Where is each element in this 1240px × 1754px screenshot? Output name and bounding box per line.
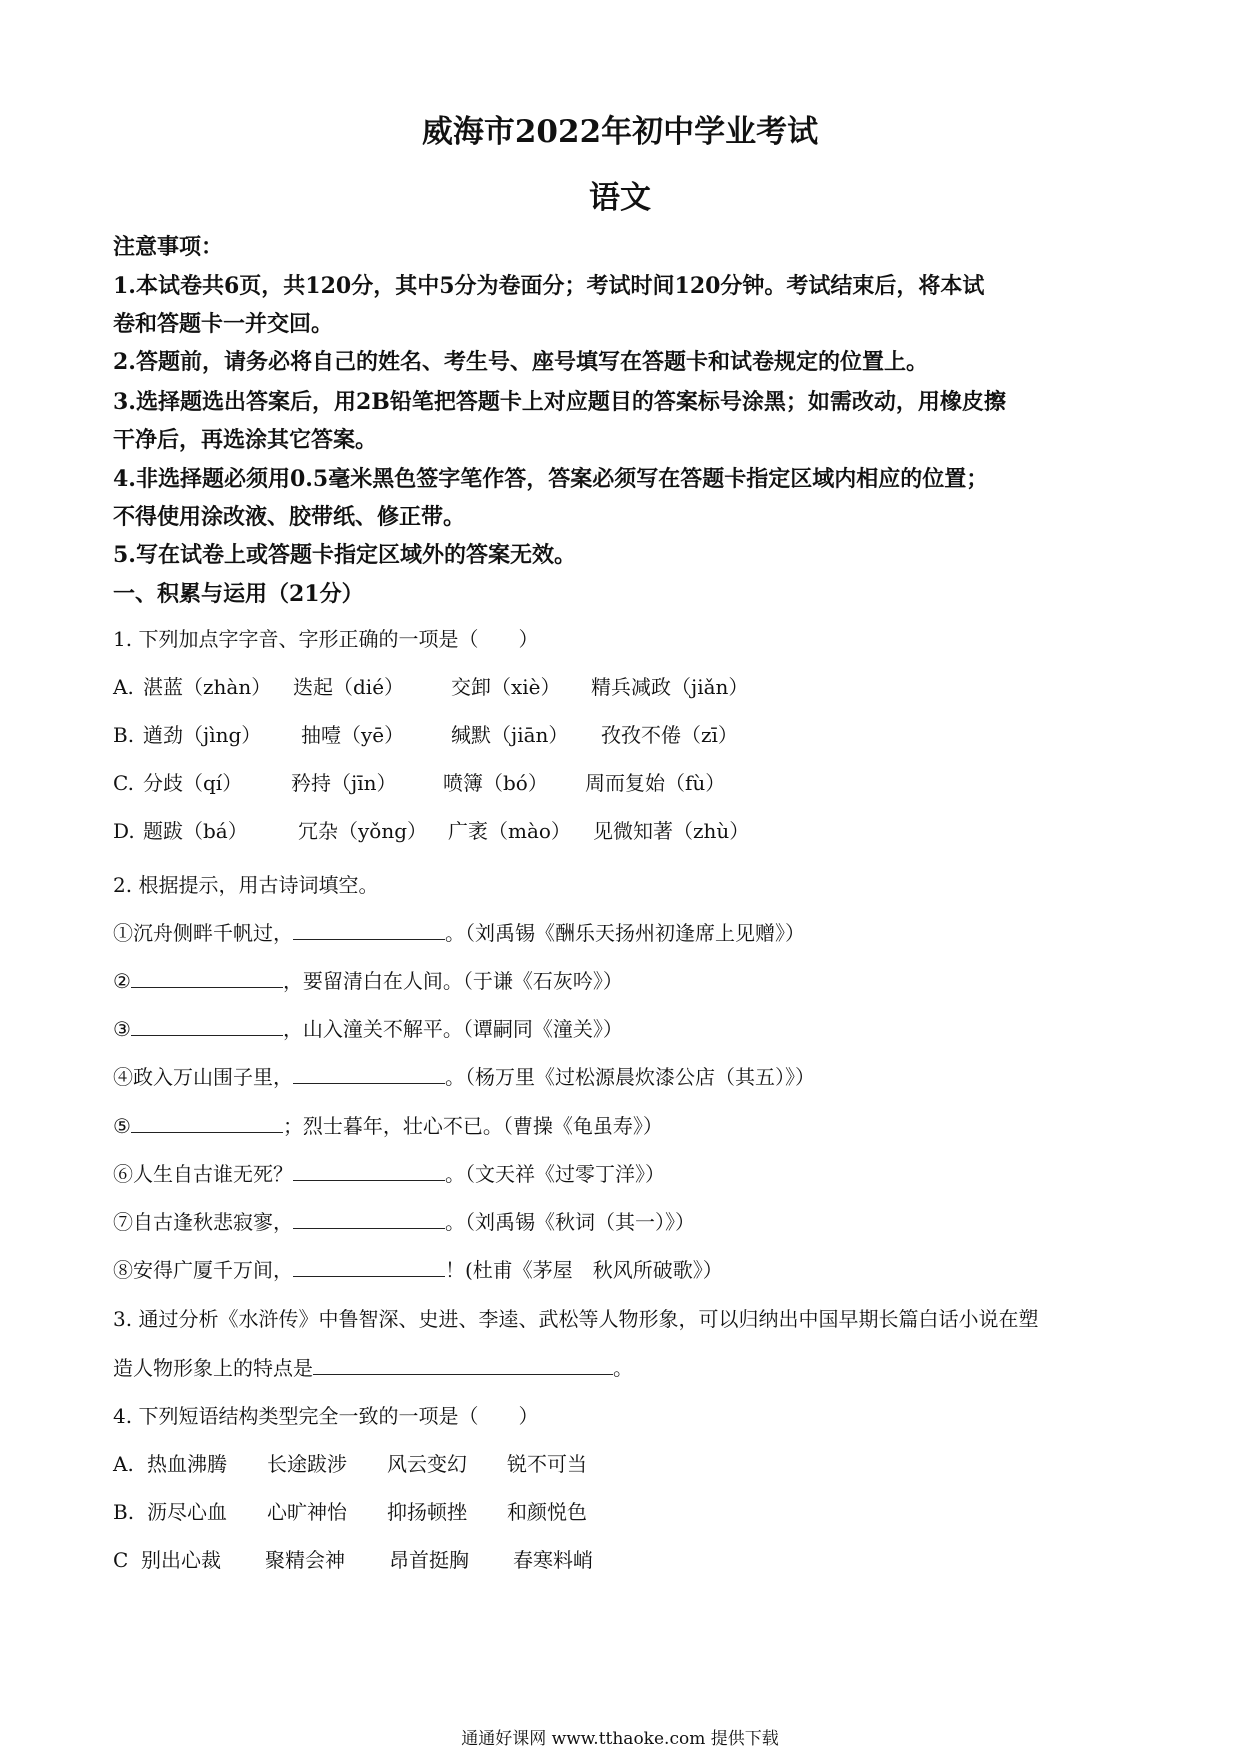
question-1-option-b	[113, 719, 738, 748]
poem-fill-line	[113, 965, 623, 994]
option-item: 昂首挺胸	[389, 1548, 469, 1572]
poem-source: ！(杜甫《茅屋 秋风所破歌》）	[445, 1258, 723, 1282]
question-4-option-b	[113, 1496, 587, 1525]
poem-prompt: ②	[113, 969, 131, 993]
option-label: C.	[113, 771, 134, 795]
poem-fill-line	[113, 1013, 623, 1042]
option-item: 春寒料峭	[513, 1548, 593, 1572]
option-label: C	[113, 1548, 129, 1572]
option-item: 长途跋涉	[267, 1452, 347, 1476]
answer-blank[interactable]	[131, 967, 283, 988]
option-item: 冗杂（yǒng）	[298, 819, 428, 843]
question-4-stem: 4. 下列短语结构类型完全一致的一项是（ ）	[113, 1404, 539, 1428]
poem-prompt: ⑤	[113, 1114, 131, 1138]
section-heading: 一、积累与运用（21分）	[113, 581, 364, 607]
option-item: 精兵减政（jiǎn）	[591, 675, 749, 699]
poem-prompt: ⑧安得广厦千万间，	[113, 1258, 293, 1282]
option-item: 锐不可当	[507, 1452, 587, 1476]
answer-blank[interactable]	[131, 1112, 283, 1133]
poem-prompt: ③	[113, 1017, 131, 1041]
option-item: 周而复始（fù）	[585, 771, 726, 795]
option-item: 风云变幻	[387, 1452, 467, 1476]
poem-prompt: ⑥人生自古谁无死？	[113, 1162, 293, 1186]
question-2-stem: 2. 根据提示，用古诗词填空。	[113, 873, 379, 897]
option-item: 热血沸腾	[147, 1452, 227, 1476]
footer-credit: 通通好课网 www.tthaoke.com 提供下载	[461, 1729, 779, 1749]
notes-line: 2.答题前，请务必将自己的姓名、考生号、座号填写在答题卡和试卷规定的位置上。	[113, 349, 928, 375]
option-item: 见微知著（zhù）	[593, 819, 750, 843]
option-item: 沥尽心血	[147, 1500, 227, 1524]
notes-line: 不得使用涂改液、胶带纸、修正带。	[113, 504, 466, 530]
question-1-option-a	[113, 671, 748, 700]
poem-fill-line	[113, 1110, 663, 1139]
poem-prompt: ⑦自古逢秋悲寂寥，	[113, 1210, 293, 1234]
answer-blank[interactable]	[293, 1256, 445, 1277]
answer-blank[interactable]	[131, 1015, 283, 1036]
option-item: 别出心裁	[141, 1548, 221, 1572]
question-4-option-a	[113, 1448, 587, 1477]
option-item: 聚精会神	[265, 1548, 345, 1572]
poem-source: ，山入潼关不解平。（谭嗣同《潼关》）	[282, 1017, 623, 1041]
option-item: 缄默（jiān）	[451, 723, 569, 747]
poem-source: ；烈士暮年，壮心不已。（曹操《龟虽寿》）	[282, 1114, 663, 1138]
option-item: 分歧（qí）	[143, 771, 243, 795]
notes-line: 4.非选择题必须用0.5毫米黑色签字笔作答，答案必须写在答题卡指定区域内相应的位置；	[113, 466, 989, 492]
question-1-stem: 1. 下列加点字字音、字形正确的一项是（ ）	[113, 627, 539, 651]
option-item: 题跋（bá）	[143, 819, 248, 843]
question-3-continuation	[113, 1352, 633, 1381]
answer-blank[interactable]	[293, 1063, 445, 1084]
notes-line: 干净后，再选涂其它答案。	[113, 427, 378, 453]
option-label: B.	[113, 1500, 135, 1524]
poem-fill-line	[113, 917, 805, 946]
subject-title: 语文	[589, 180, 651, 216]
answer-blank[interactable]	[293, 1208, 445, 1229]
notes-line: 3.选择题选出答案后，用2B铅笔把答题卡上对应题目的答案标号涂黑；如需改动，用橡皮擦	[113, 389, 1006, 415]
notes-line: 5.写在试卷上或答题卡指定区域外的答案无效。	[113, 542, 576, 568]
poem-source: 。（刘禹锡《酬乐天扬州初逢席上见赠》）	[445, 921, 805, 945]
question-4-option-c	[113, 1544, 593, 1573]
option-label: B.	[113, 723, 135, 747]
poem-fill-line	[113, 1254, 723, 1283]
option-item: 广袤（mào）	[448, 819, 571, 843]
option-item: 矜持（jīn）	[291, 771, 397, 795]
question-1-option-d	[113, 815, 749, 844]
notes-heading: 注意事项：	[113, 234, 224, 260]
notes-line: 卷和答题卡一并交回。	[113, 311, 334, 337]
option-item: 湛蓝（zhàn）	[143, 675, 272, 699]
option-item: 抽噎（yē）	[301, 723, 405, 747]
answer-blank[interactable]	[293, 1160, 445, 1181]
poem-prompt: ①沉舟侧畔千帆过，	[113, 921, 293, 945]
poem-source: 。（杨万里《过松源晨炊漆公店（其五）》）	[445, 1065, 815, 1089]
option-label: A.	[113, 675, 134, 699]
option-item: 心旷神怡	[267, 1500, 347, 1524]
option-item: 抑扬顿挫	[387, 1500, 467, 1524]
notes-line: 1.本试卷共6页，共120分，其中5分为卷面分；考试时间120分钟。考试结束后，将本试	[113, 273, 985, 299]
option-item: 喷簿（bó）	[443, 771, 548, 795]
option-item: 孜孜不倦（zī）	[601, 723, 738, 747]
option-label: A.	[113, 1452, 134, 1476]
question-3-end: 。	[613, 1356, 633, 1380]
option-item: 遒劲（jìng）	[143, 723, 262, 747]
answer-blank[interactable]	[313, 1354, 613, 1375]
question-3-stem: 3. 通过分析《水浒传》中鲁智深、史进、李逵、武松等人物形象，可以归纳出中国早期长篇白话小说在塑	[113, 1307, 1039, 1331]
poem-fill-line	[113, 1158, 665, 1187]
answer-blank[interactable]	[293, 919, 445, 940]
poem-fill-line	[113, 1206, 695, 1235]
poem-prompt: ④政入万山围子里，	[113, 1065, 293, 1089]
exam-title: 威海市2022年初中学业考试	[421, 114, 819, 150]
question-3-prompt: 造人物形象上的特点是	[113, 1356, 313, 1380]
poem-source: ，要留清白在人间。（于谦《石灰吟》）	[282, 969, 623, 993]
option-label: D.	[113, 819, 135, 843]
poem-source: 。（刘禹锡《秋词（其一）》）	[445, 1210, 695, 1234]
poem-source: 。（文天祥《过零丁洋》）	[445, 1162, 665, 1186]
question-1-option-c	[113, 767, 725, 796]
option-item: 迭起（dié）	[293, 675, 405, 699]
option-item: 交卸（xiè）	[451, 675, 561, 699]
option-item: 和颜悦色	[507, 1500, 587, 1524]
poem-fill-line	[113, 1061, 815, 1090]
